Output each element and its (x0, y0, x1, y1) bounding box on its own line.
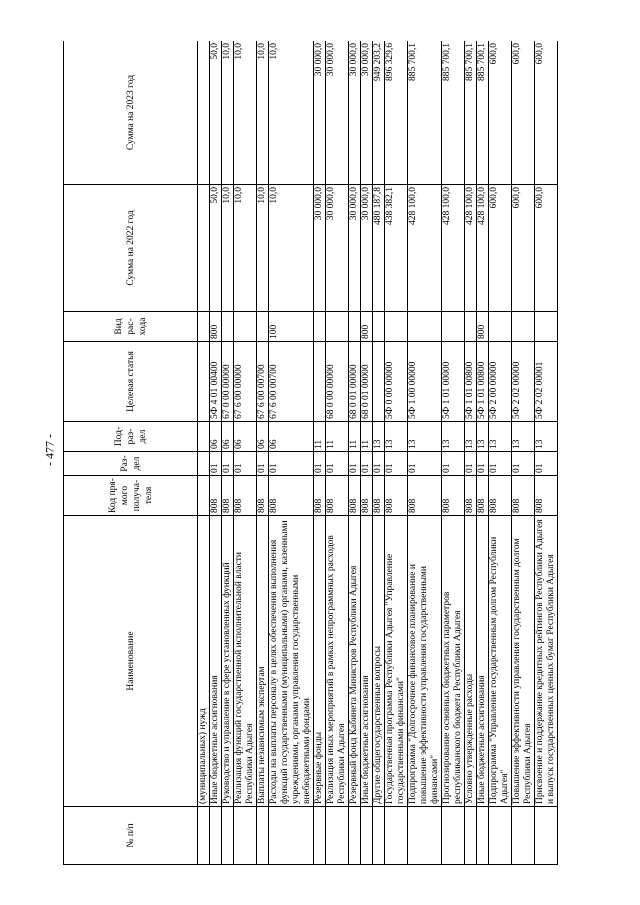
cell-num (361, 807, 373, 865)
cell-section: 01 (385, 452, 408, 476)
cell-section: 01 (314, 452, 326, 476)
cell-sum-2022: 30 000,0 (361, 185, 373, 312)
cell-name: Реализация функций государственной исполнительной власти Республики Адыгея (234, 516, 257, 807)
cell-exptype (442, 312, 465, 342)
cell-name: Подпрограмма "Управление государственным долгом Республики Адыгея" (489, 516, 512, 807)
cell-num (198, 807, 210, 865)
table-row (489, 41, 512, 865)
cell-sum-2023: 949 203,2 (373, 41, 385, 185)
cell-name: Выплаты независимым экспертам (257, 516, 269, 807)
cell-sum-2023: 600,0 (489, 41, 512, 185)
cell-sum-2022: 428 100,0 (477, 185, 489, 312)
table-region (63, 41, 578, 865)
cell-name: Иные бюджетные ассигнования (361, 516, 373, 807)
cell-code: 808 (465, 476, 477, 516)
cell-subsection: 13 (477, 422, 489, 452)
cell-code: 808 (210, 476, 222, 516)
cell-exptype (257, 312, 269, 342)
cell-sum-2023: 885 700,1 (477, 41, 489, 185)
cell-name: Подпрограмма "Долгосрочное финансовое планирование и повышение эффективности управления государственными финансами" (408, 516, 442, 807)
table-row (465, 41, 477, 865)
cell-num (326, 807, 349, 865)
cell-target: 5Ф 2 00 00000 (489, 342, 512, 422)
page-number: - 477 - (42, 434, 57, 466)
cell-sum-2022: 50,0 (210, 185, 222, 312)
cell-sum-2023: 30 000,0 (326, 41, 349, 185)
cell-sum-2022: 428 100,0 (465, 185, 477, 312)
cell-section: 01 (361, 452, 373, 476)
cell-sum-2022: 10,0 (234, 185, 257, 312)
cell-num (385, 807, 408, 865)
cell-subsection: 06 (210, 422, 222, 452)
cell-exptype (465, 312, 477, 342)
cell-section: 01 (477, 452, 489, 476)
header-code: Код пря- мого получа- теля (64, 476, 198, 516)
cell-name: Повышение эффективности управления государственным долгом Республики Адыгея (512, 516, 535, 807)
cell-code: 808 (442, 476, 465, 516)
cell-target (314, 342, 326, 422)
cell-target: 67 6 00 00700 (269, 342, 314, 422)
table-row (314, 41, 326, 865)
cell-sum-2022: 600,0 (512, 185, 535, 312)
cell-sum-2023: 10,0 (257, 41, 269, 185)
cell-section: 01 (349, 452, 361, 476)
cell-name: Иные бюджетные ассигнования (477, 516, 489, 807)
cell-name: Резервные фонды (314, 516, 326, 807)
table-row (408, 41, 442, 865)
cell-name: (муниципальных) нужд (198, 516, 210, 807)
cell-code: 808 (269, 476, 314, 516)
table-row (535, 41, 558, 865)
cell-exptype (198, 312, 210, 342)
header-num: № п/п (64, 807, 198, 865)
cell-sum-2023: 600,0 (512, 41, 535, 185)
cell-num (222, 807, 234, 865)
cell-section: 01 (489, 452, 512, 476)
cell-name: Присвоение и поддержание кредитных рейтингов Республики Адыгея и выпуск государственных ценных бумаг Республики Адыгея (535, 516, 558, 807)
cell-exptype (535, 312, 558, 342)
cell-exptype: 800 (361, 312, 373, 342)
cell-subsection: 13 (442, 422, 465, 452)
cell-name: Резервный фонд Кабинета Министров Республики Адыгея (349, 516, 361, 807)
cell-exptype (234, 312, 257, 342)
cell-num (477, 807, 489, 865)
cell-target: 68 0 00 00000 (326, 342, 349, 422)
header-sum-2023: Сумма на 2023 год (64, 41, 198, 185)
table-row (326, 41, 349, 865)
cell-code: 808 (234, 476, 257, 516)
cell-exptype (373, 312, 385, 342)
table-row (222, 41, 234, 865)
cell-sum-2023: 50,0 (210, 41, 222, 185)
cell-subsection: 13 (512, 422, 535, 452)
cell-target: 5Ф 4 01 00400 (210, 342, 222, 422)
cell-section: 01 (442, 452, 465, 476)
cell-exptype (512, 312, 535, 342)
cell-subsection: 13 (465, 422, 477, 452)
header-target: Целевая статья (64, 342, 198, 422)
cell-sum-2023: 885 700,1 (465, 41, 477, 185)
cell-code: 808 (373, 476, 385, 516)
cell-target: 67 6 00 00700 (257, 342, 269, 422)
cell-sum-2023: 885 700,1 (408, 41, 442, 185)
cell-code: 808 (385, 476, 408, 516)
table-row (361, 41, 373, 865)
cell-name: Руководство и управление в сфере установленных функций (222, 516, 234, 807)
table-row (210, 41, 222, 865)
cell-sum-2023: 896 329,6 (385, 41, 408, 185)
header-exptype: Вид рас- хода (64, 312, 198, 342)
budget-table (63, 41, 558, 865)
cell-num (489, 807, 512, 865)
cell-subsection: 11 (361, 422, 373, 452)
cell-exptype: 100 (269, 312, 314, 342)
cell-target: 67 6 00 00000 (234, 342, 257, 422)
table-row (512, 41, 535, 865)
cell-code: 808 (535, 476, 558, 516)
cell-num (373, 807, 385, 865)
cell-name: Иные бюджетные ассигнования (210, 516, 222, 807)
cell-target: 5Ф 0 00 00000 (385, 342, 408, 422)
cell-num (465, 807, 477, 865)
cell-section: 01 (269, 452, 314, 476)
cell-section: 01 (512, 452, 535, 476)
cell-section: 01 (326, 452, 349, 476)
cell-code (198, 476, 210, 516)
cell-sum-2023: 600,0 (535, 41, 558, 185)
cell-num (535, 807, 558, 865)
cell-exptype (489, 312, 512, 342)
cell-num (408, 807, 442, 865)
cell-sum-2022: 10,0 (222, 185, 234, 312)
cell-sum-2023: 885 700,1 (442, 41, 465, 185)
cell-name: Государственная программа Республики Адыгея "Управление государственными финансами" (385, 516, 408, 807)
header-section: Раз- дел (64, 452, 198, 476)
cell-sum-2022: 600,0 (489, 185, 512, 312)
cell-subsection: 11 (326, 422, 349, 452)
table-body (198, 41, 558, 865)
cell-subsection: 13 (535, 422, 558, 452)
cell-code: 808 (257, 476, 269, 516)
table-row (442, 41, 465, 865)
cell-sum-2023: 30 000,0 (361, 41, 373, 185)
cell-name: Реализация иных мероприятий в рамках непрограммных расходов Республики Адыгея (326, 516, 349, 807)
header-name: Наименование (64, 516, 198, 807)
cell-code: 808 (361, 476, 373, 516)
cell-sum-2022: 30 000,0 (314, 185, 326, 312)
cell-section: 01 (222, 452, 234, 476)
cell-subsection: 06 (222, 422, 234, 452)
cell-exptype (314, 312, 326, 342)
cell-target: 5Ф 1 01 00800 (465, 342, 477, 422)
cell-section (198, 452, 210, 476)
cell-code: 808 (222, 476, 234, 516)
cell-subsection: 11 (314, 422, 326, 452)
cell-target (373, 342, 385, 422)
cell-sum-2023: 10,0 (234, 41, 257, 185)
cell-exptype: 800 (210, 312, 222, 342)
cell-name: Другие общегосударственные вопросы (373, 516, 385, 807)
cell-num (314, 807, 326, 865)
cell-sum-2023: 10,0 (269, 41, 314, 185)
cell-subsection: 06 (269, 422, 314, 452)
cell-num (257, 807, 269, 865)
cell-name: Условно утвержденные расходы (465, 516, 477, 807)
cell-target: 5Ф 1 01 00000 (442, 342, 465, 422)
cell-target: 5Ф 1 00 00000 (408, 342, 442, 422)
cell-code: 808 (477, 476, 489, 516)
cell-exptype (326, 312, 349, 342)
table-row (385, 41, 408, 865)
cell-subsection: 13 (408, 422, 442, 452)
cell-exptype (222, 312, 234, 342)
cell-subsection: 11 (349, 422, 361, 452)
cell-subsection (198, 422, 210, 452)
cell-exptype (408, 312, 442, 342)
cell-sum-2022: 10,0 (269, 185, 314, 312)
cell-name: Прогнозирование основных бюджетных параметров республиканского бюджета Республики Адыгея (442, 516, 465, 807)
cell-target: 68 0 01 00000 (349, 342, 361, 422)
cell-num (269, 807, 314, 865)
cell-target: 5Ф 1 01 00800 (477, 342, 489, 422)
cell-section: 01 (210, 452, 222, 476)
cell-sum-2023: 10,0 (222, 41, 234, 185)
table-row (257, 41, 269, 865)
cell-code: 808 (408, 476, 442, 516)
cell-subsection: 06 (234, 422, 257, 452)
cell-sum-2022: 480 187,8 (373, 185, 385, 312)
cell-sum-2023: 30 000,0 (314, 41, 326, 185)
cell-code: 808 (512, 476, 535, 516)
cell-num (512, 807, 535, 865)
cell-sum-2023: 30 000,0 (349, 41, 361, 185)
cell-target: 67 0 00 00000 (222, 342, 234, 422)
cell-sum-2022 (198, 185, 210, 312)
table-row (477, 41, 489, 865)
table-rotated (63, 41, 578, 865)
cell-section: 01 (408, 452, 442, 476)
cell-section: 01 (373, 452, 385, 476)
cell-sum-2022: 428 100,0 (442, 185, 465, 312)
cell-sum-2022: 428 100,0 (408, 185, 442, 312)
cell-num (210, 807, 222, 865)
cell-target: 68 0 01 00000 (361, 342, 373, 422)
table-row (269, 41, 314, 865)
cell-sum-2022: 30 000,0 (349, 185, 361, 312)
cell-code: 808 (326, 476, 349, 516)
table-row (373, 41, 385, 865)
table-row (349, 41, 361, 865)
cell-code: 808 (489, 476, 512, 516)
cell-section: 01 (234, 452, 257, 476)
cell-section: 01 (535, 452, 558, 476)
cell-num (349, 807, 361, 865)
cell-target: 5Ф 2 02 00000 (512, 342, 535, 422)
cell-exptype: 800 (477, 312, 489, 342)
cell-subsection: 13 (489, 422, 512, 452)
cell-code: 808 (314, 476, 326, 516)
cell-exptype (349, 312, 361, 342)
cell-subsection: 06 (257, 422, 269, 452)
cell-num (442, 807, 465, 865)
cell-subsection: 13 (373, 422, 385, 452)
cell-section: 01 (257, 452, 269, 476)
header-row (64, 41, 198, 865)
cell-target: 5Ф 2 02 00001 (535, 342, 558, 422)
cell-code: 808 (349, 476, 361, 516)
cell-sum-2022: 10,0 (257, 185, 269, 312)
header-subsection: Под- раз- дел (64, 422, 198, 452)
cell-target (198, 342, 210, 422)
table-row (198, 41, 210, 865)
cell-subsection: 13 (385, 422, 408, 452)
cell-sum-2022: 438 382,1 (385, 185, 408, 312)
cell-name: Расходы на выплаты персоналу в целях обеспечения выполнения функций государственными (муниципальными) органами, казенными учреждениями, органами управления государственными внебюджетными фондами (269, 516, 314, 807)
cell-exptype (385, 312, 408, 342)
table-row (234, 41, 257, 865)
cell-sum-2022: 600,0 (535, 185, 558, 312)
cell-section: 01 (465, 452, 477, 476)
cell-sum-2023 (198, 41, 210, 185)
cell-sum-2022: 30 000,0 (326, 185, 349, 312)
header-sum-2022: Сумма на 2022 год (64, 185, 198, 312)
cell-num (234, 807, 257, 865)
